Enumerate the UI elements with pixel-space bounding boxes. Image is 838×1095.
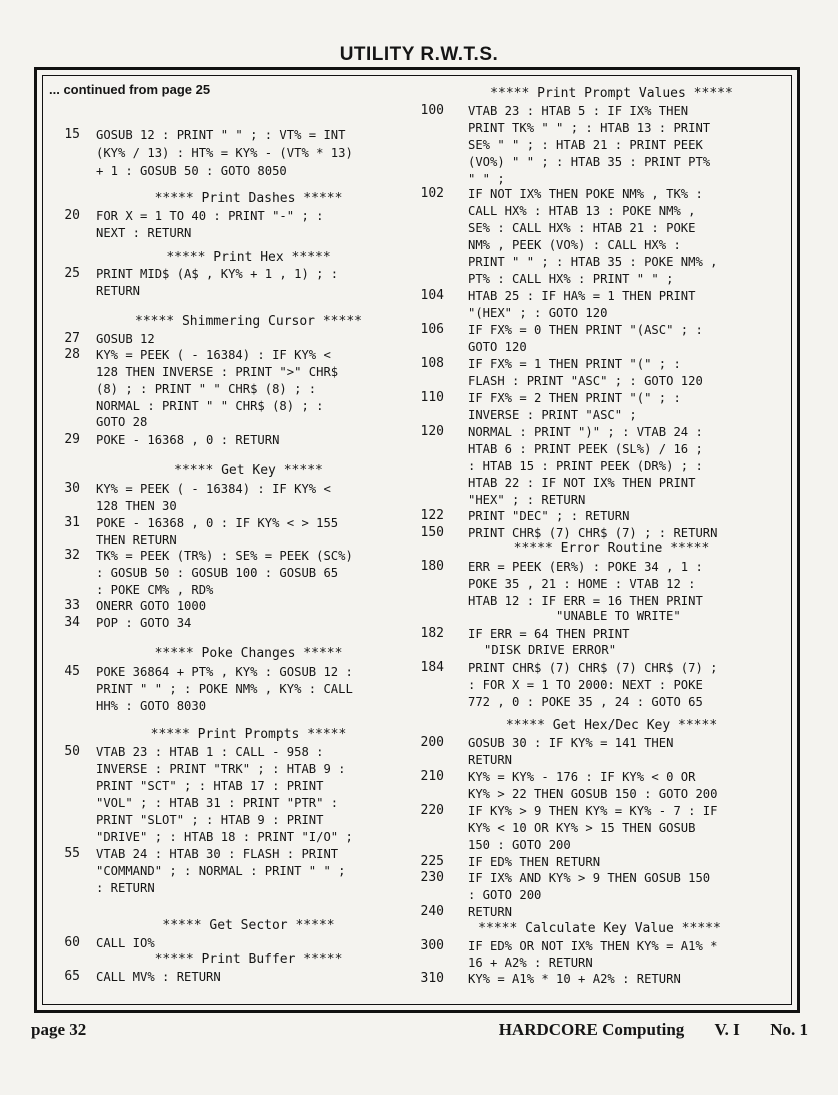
- code-line: KY% = PEEK ( - 16384) : IF KY% <: [96, 482, 331, 496]
- code-line: "(HEX" ; : GOTO 120: [468, 306, 608, 320]
- magazine-footer: [499, 1020, 808, 1040]
- line-number: 31: [64, 515, 80, 530]
- section-header: ***** Get Hex/Dec Key *****: [505, 718, 718, 733]
- code-line: KY% = KY% - 176 : IF KY% < 0 OR: [468, 770, 696, 784]
- code-line: INVERSE : PRINT "TRK" ; : HTAB 9 :: [96, 762, 346, 776]
- code-line: RETURN: [468, 753, 513, 767]
- section-header: ***** Print Dashes *****: [154, 191, 343, 206]
- line-number: 182: [420, 626, 444, 641]
- code-line: VTAB 23 : HTAB 5 : IF IX% THEN: [468, 104, 689, 118]
- section-header: ***** Calculate Key Value *****: [478, 921, 721, 936]
- line-number: 110: [420, 390, 444, 405]
- line-number: 310: [420, 971, 444, 986]
- line-number: 108: [420, 356, 444, 371]
- line-number: 210: [420, 769, 444, 784]
- code-line: : GOSUB 50 : GOSUB 100 : GOSUB 65: [96, 566, 339, 580]
- line-number: 34: [64, 615, 80, 630]
- code-line: : GOTO 200: [468, 888, 542, 902]
- line-number: 220: [420, 803, 444, 818]
- code-line: IF ERR = 64 THEN PRINT: [468, 627, 630, 641]
- code-line: IF KY% > 9 THEN KY% = KY% - 7 : IF: [468, 804, 718, 818]
- code-line: "DRIVE" ; : HTAB 18 : PRINT "I/O" ;: [96, 830, 353, 844]
- code-line: VTAB 24 : HTAB 30 : FLASH : PRINT: [96, 847, 339, 861]
- line-number: 180: [420, 559, 444, 574]
- code-line: ONERR GOTO 1000: [96, 599, 207, 613]
- code-line: " " ;: [468, 172, 505, 186]
- code-line: PRINT MID$ (A$ , KY% + 1 , 1) ; :: [96, 267, 339, 281]
- code-line: : FOR X = 1 TO 2000: NEXT : POKE: [468, 678, 703, 692]
- code-line: "COMMAND" ; : NORMAL : PRINT " " ;: [96, 864, 346, 878]
- code-line: RETURN: [468, 905, 513, 919]
- code-line: KY% = A1% * 10 + A2% : RETURN: [468, 972, 681, 986]
- code-line: 128 THEN 30: [96, 499, 177, 513]
- line-number: 65: [64, 969, 80, 984]
- line-number: 104: [420, 288, 444, 303]
- code-line: "HEX" ; : RETURN: [468, 493, 586, 507]
- code-line: POKE - 16368 , 0 : IF KY% < > 155: [96, 516, 339, 530]
- line-number: 120: [420, 424, 444, 439]
- code-line: IF FX% = 0 THEN PRINT "(ASC" ; :: [468, 323, 703, 337]
- section-header: ***** Error Routine *****: [513, 541, 710, 556]
- code-line: PRINT TK% " " ; : HTAB 13 : PRINT: [468, 121, 711, 135]
- code-line: NEXT : RETURN: [96, 226, 192, 240]
- code-line: POP : GOTO 34: [96, 616, 192, 630]
- code-line: (8) ; : PRINT " " CHR$ (8) ; :: [96, 382, 317, 396]
- section-header: ***** Print Buffer *****: [154, 952, 343, 967]
- code-line: HTAB 22 : IF NOT IX% THEN PRINT: [468, 476, 696, 490]
- code-line: (KY% / 13) : HT% = KY% - (VT% * 13): [96, 146, 353, 160]
- code-line: KY% = PEEK ( - 16384) : IF KY% <: [96, 348, 331, 362]
- code-line: : POKE CM% , RD%: [96, 583, 214, 597]
- code-line: PRINT " " ; : HTAB 35 : POKE NM% ,: [468, 255, 718, 269]
- section-header: ***** Get Sector *****: [162, 918, 335, 933]
- code-line: ERR = PEEK (ER%) : POKE 34 , 1 :: [468, 560, 703, 574]
- code-line: + 1 : GOSUB 50 : GOTO 8050: [96, 164, 287, 178]
- code-line: PT% : CALL HX% : PRINT " " ;: [468, 272, 674, 286]
- code-line: GOTO 28: [96, 415, 148, 429]
- line-number: 32: [64, 548, 80, 563]
- code-line: PRINT "SLOT" ; : HTAB 9 : PRINT: [96, 813, 324, 827]
- issue-number: No. 1: [770, 1020, 808, 1039]
- continued-note: ... continued from page 25: [49, 82, 211, 97]
- page-title: UTILITY R.W.T.S.: [339, 44, 499, 65]
- line-number: 33: [64, 598, 80, 613]
- code-line: HH% : GOTO 8030: [96, 699, 207, 713]
- code-line: "UNABLE TO WRITE": [556, 609, 681, 623]
- code-line: HTAB 12 : IF ERR = 16 THEN PRINT: [468, 594, 703, 608]
- code-line: INVERSE : PRINT "ASC" ;: [468, 408, 637, 422]
- code-line: IF IX% AND KY% > 9 THEN GOSUB 150: [468, 871, 711, 885]
- section-header: ***** Poke Changes *****: [154, 646, 343, 661]
- code-line: GOSUB 30 : IF KY% = 141 THEN: [468, 736, 674, 750]
- line-number: 150: [420, 525, 444, 540]
- code-line: GOTO 120: [468, 340, 527, 354]
- line-number: 45: [64, 664, 80, 679]
- line-number: 60: [64, 935, 80, 950]
- code-line: PRINT CHR$ (7) CHR$ (7) CHR$ (7) ;: [468, 661, 718, 675]
- line-number: 102: [420, 186, 444, 201]
- line-number: 29: [64, 432, 80, 447]
- code-line: POKE - 16368 , 0 : RETURN: [96, 433, 280, 447]
- line-number: 27: [64, 331, 80, 346]
- code-line: FOR X = 1 TO 40 : PRINT "-" ; :: [96, 209, 324, 223]
- line-number: 300: [420, 938, 444, 953]
- line-number: 50: [64, 744, 80, 759]
- code-line: PRINT " " ; : POKE NM% , KY% : CALL: [96, 682, 353, 696]
- line-number: 100: [420, 103, 444, 118]
- code-line: POKE 36864 + PT% , KY% : GOSUB 12 :: [96, 665, 353, 679]
- code-line: : RETURN: [96, 881, 155, 895]
- code-line: VTAB 23 : HTAB 1 : CALL - 958 :: [96, 745, 324, 759]
- code-line: NORMAL : PRINT ")" ; : VTAB 24 :: [468, 425, 703, 439]
- line-number: 200: [420, 735, 444, 750]
- code-line: HTAB 25 : IF HA% = 1 THEN PRINT: [468, 289, 696, 303]
- line-number: 30: [64, 481, 80, 496]
- code-line: CALL MV% : RETURN: [96, 970, 221, 984]
- line-number: 55: [64, 846, 80, 861]
- code-line: KY% < 10 OR KY% > 15 THEN GOSUB: [468, 821, 696, 835]
- code-line: 772 , 0 : POKE 35 , 24 : GOTO 65: [468, 695, 703, 709]
- code-line: PRINT "DEC" ; : RETURN: [468, 509, 630, 523]
- code-line: HTAB 6 : PRINT PEEK (SL%) / 16 ;: [468, 442, 703, 456]
- code-line: PRINT CHR$ (7) CHR$ (7) ; : RETURN: [468, 526, 718, 540]
- code-line: IF ED% THEN RETURN: [468, 855, 601, 869]
- section-header: ***** Print Prompts *****: [150, 727, 347, 742]
- magazine-name: HARDCORE Computing: [498, 1020, 685, 1039]
- section-header: ***** Print Prompt Values *****: [490, 86, 733, 101]
- code-line: PRINT "SCT" ; : HTAB 17 : PRINT: [96, 779, 324, 793]
- line-number: 230: [420, 870, 444, 885]
- code-line: POKE 35 , 21 : HOME : VTAB 12 :: [468, 577, 696, 591]
- code-line: "VOL" ; : HTAB 31 : PRINT "PTR" :: [96, 796, 339, 810]
- code-line: "DISK DRIVE ERROR": [484, 643, 617, 657]
- code-line: CALL IO%: [96, 936, 155, 950]
- code-line: IF FX% = 2 THEN PRINT "(" ; :: [468, 391, 681, 405]
- code-line: TK% = PEEK (TR%) : SE% = PEEK (SC%): [96, 549, 353, 563]
- line-number: 28: [64, 347, 80, 362]
- code-line: 128 THEN INVERSE : PRINT ">" CHR$: [96, 365, 339, 379]
- line-number: 225: [420, 854, 444, 869]
- code-line: IF FX% = 1 THEN PRINT "(" ; :: [468, 357, 681, 371]
- code-line: SE% " " ; : HTAB 21 : PRINT PEEK: [468, 138, 703, 152]
- line-number: 184: [420, 660, 444, 675]
- code-line: NM% , PEEK (VO%) : CALL HX% :: [468, 238, 681, 252]
- code-line: : HTAB 15 : PRINT PEEK (DR%) ; :: [468, 459, 703, 473]
- code-line: THEN RETURN: [96, 533, 177, 547]
- section-header: ***** Print Hex *****: [166, 250, 331, 265]
- code-line: (VO%) " " ; : HTAB 35 : PRINT PT%: [468, 155, 711, 169]
- code-line: KY% > 22 THEN GOSUB 150 : GOTO 200: [468, 787, 718, 801]
- code-line: FLASH : PRINT "ASC" ; : GOTO 120: [468, 374, 703, 388]
- section-header: ***** Shimmering Cursor *****: [135, 314, 362, 329]
- code-line: 150 : GOTO 200: [468, 838, 571, 852]
- line-number: 20: [64, 208, 80, 223]
- line-number: 15: [64, 127, 80, 142]
- line-number: 106: [420, 322, 444, 337]
- code-line: NORMAL : PRINT " " CHR$ (8) ; :: [96, 399, 324, 413]
- code-line: CALL HX% : HTAB 13 : POKE NM% ,: [468, 204, 696, 218]
- code-line: GOSUB 12: [96, 332, 155, 346]
- code-line: IF NOT IX% THEN POKE NM% , TK% :: [468, 187, 703, 201]
- code-line: IF ED% OR NOT IX% THEN KY% = A1% *: [468, 939, 718, 953]
- code-line: 16 + A2% : RETURN: [468, 956, 593, 970]
- section-header: ***** Get Key *****: [174, 463, 323, 478]
- page-number: page 32: [31, 1020, 87, 1039]
- line-number: 25: [64, 266, 80, 281]
- line-number: 122: [420, 508, 444, 523]
- code-line: RETURN: [96, 284, 141, 298]
- line-number: 240: [420, 904, 444, 919]
- volume-number: V. I: [714, 1020, 740, 1039]
- code-line: SE% : CALL HX% : HTAB 21 : POKE: [468, 221, 696, 235]
- code-line: GOSUB 12 : PRINT " " ; : VT% = INT: [96, 128, 346, 142]
